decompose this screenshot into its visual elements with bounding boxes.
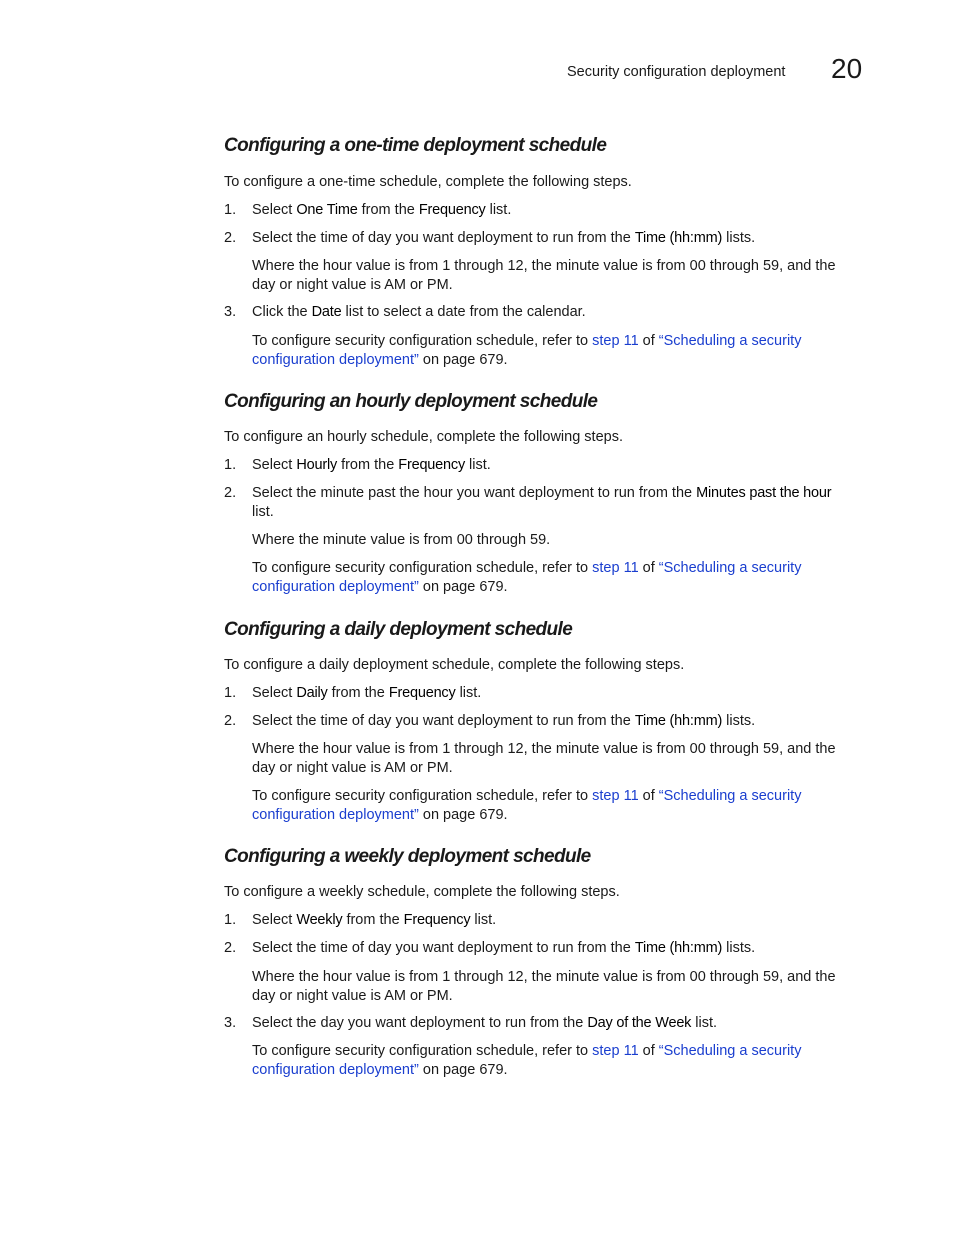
ui-term: Time (hh:mm) (634, 713, 723, 729)
step-link[interactable]: step 11 (592, 333, 639, 349)
ui-term: Minutes past the hour (696, 485, 832, 501)
ui-term: Date (311, 304, 342, 320)
text-run: Select the time of day you want deployment to run from the (252, 713, 635, 729)
text-run: list. (470, 912, 497, 928)
text-run: list. (485, 202, 512, 218)
text-run: To configure security configuration schedule, refer to (252, 1043, 593, 1059)
step-note (252, 257, 864, 295)
text-run: of (638, 788, 659, 804)
step-text (252, 456, 864, 475)
step-number: 1. (224, 457, 237, 473)
cross-reference (252, 559, 864, 597)
text-run: from the (357, 202, 419, 218)
section-heading-daily: Configuring a daily deployment schedule (224, 619, 573, 640)
text-run: on page 679. (418, 352, 508, 368)
text-run: of (638, 1043, 659, 1059)
note-line: Where the minute value is from 00 through 59. (252, 532, 551, 548)
ui-term: One Time (296, 202, 358, 218)
step-text (252, 201, 864, 220)
text-run: Select (252, 912, 297, 928)
section-link[interactable]: “Scheduling a security (658, 560, 802, 576)
text-run: Select the time of day you want deployment to run from the (252, 940, 635, 956)
step-text (252, 229, 864, 248)
section-intro: To configure a daily deployment schedule, complete the following steps. (224, 657, 685, 673)
step-number: 1. (224, 202, 237, 218)
cross-reference (252, 332, 864, 370)
section-intro: To configure a weekly schedule, complete the following steps. (224, 884, 620, 900)
step-text (252, 1014, 864, 1033)
section-link[interactable]: configuration deployment” (252, 579, 419, 595)
section-heading-weekly: Configuring a weekly deployment schedule (224, 846, 591, 867)
step-number: 1. (224, 685, 237, 701)
text-run: on page 679. (418, 1062, 508, 1078)
step-number: 3. (224, 304, 237, 320)
text-run: list. (252, 504, 274, 520)
step-note (252, 740, 864, 778)
text-run: lists. (722, 940, 756, 956)
text-run: Click the (252, 304, 312, 320)
step-number: 3. (224, 1015, 237, 1031)
note-line: Where the hour value is from 1 through 12, the minute value is from 00 through 59, and the (252, 258, 836, 274)
step-link[interactable]: step 11 (592, 560, 639, 576)
text-run: Select (252, 457, 297, 473)
step-number: 2. (224, 230, 237, 246)
section-heading-hourly: Configuring an hourly deployment schedule (224, 391, 598, 412)
text-run: Select the time of day you want deployment to run from the (252, 230, 635, 246)
section-link[interactable]: “Scheduling a security (658, 1043, 802, 1059)
note-line: day or night value is AM or PM. (252, 277, 453, 293)
note-line: Where the hour value is from 1 through 12, the minute value is from 00 through 59, and the (252, 969, 836, 985)
text-run: from the (327, 685, 389, 701)
step-note (252, 968, 864, 1006)
text-run: list. (455, 685, 482, 701)
section-intro: To configure a one-time schedule, complete the following steps. (224, 174, 632, 190)
text-run: list. (465, 457, 491, 473)
text-run: on page 679. (418, 579, 508, 595)
text-run: of (638, 333, 659, 349)
text-run: To configure security configuration schedule, refer to (252, 788, 593, 804)
text-run: on page 679. (418, 807, 508, 823)
step-number: 2. (224, 713, 237, 729)
step-text (252, 712, 864, 731)
step-text (252, 303, 864, 322)
step-number: 1. (224, 912, 237, 928)
text-run: To configure security configuration schedule, refer to (252, 333, 593, 349)
text-run: Select the day you want deployment to run from the (252, 1015, 588, 1031)
running-header-title: Security configuration deployment (567, 64, 786, 80)
cross-reference (252, 787, 864, 825)
text-run: from the (342, 912, 404, 928)
ui-term: Day of the Week (587, 1015, 692, 1031)
text-run: list. (691, 1015, 718, 1031)
ui-term: Frequency (388, 685, 456, 701)
ui-term: Frequency (403, 912, 471, 928)
note-line: day or night value is AM or PM. (252, 988, 453, 1004)
text-run: of (638, 560, 659, 576)
text-run: Select the minute past the hour you want deployment to run from the (252, 485, 697, 501)
text-run: lists. (722, 713, 756, 729)
section-link[interactable]: configuration deployment” (252, 352, 419, 368)
note-line: day or night value is AM or PM. (252, 760, 453, 776)
text-run: Select (252, 685, 297, 701)
note-line: Where the hour value is from 1 through 12, the minute value is from 00 through 59, and the (252, 741, 836, 757)
section-heading-one-time: Configuring a one-time deployment schedule (224, 135, 607, 156)
ui-term: Time (hh:mm) (634, 230, 723, 246)
ui-term: Time (hh:mm) (634, 940, 723, 956)
step-text (252, 684, 864, 703)
ui-term: Frequency (418, 202, 486, 218)
step-number: 2. (224, 940, 237, 956)
step-text (252, 939, 864, 958)
step-text (252, 911, 864, 930)
section-link[interactable]: configuration deployment” (252, 1062, 419, 1078)
ui-term: Daily (296, 685, 328, 701)
text-run: Select (252, 202, 297, 218)
text-run: lists. (722, 230, 756, 246)
text-run: list to select a date from the calendar. (341, 304, 586, 320)
step-number: 2. (224, 485, 237, 501)
section-intro: To configure an hourly schedule, complete the following steps. (224, 429, 623, 445)
step-note (252, 531, 864, 550)
section-link[interactable]: “Scheduling a security (658, 788, 802, 804)
section-link[interactable]: “Scheduling a security (658, 333, 802, 349)
step-text (252, 484, 864, 522)
section-link[interactable]: configuration deployment” (252, 807, 419, 823)
ui-term: Weekly (296, 912, 343, 928)
cross-reference (252, 1042, 864, 1080)
text-run: To configure security configuration schedule, refer to (252, 560, 593, 576)
chapter-number: 20 (831, 53, 863, 84)
ui-term: Hourly (296, 457, 338, 473)
step-link[interactable]: step 11 (592, 788, 639, 804)
ui-term: Frequency (398, 457, 466, 473)
text-run: from the (337, 457, 399, 473)
step-link[interactable]: step 11 (592, 1043, 639, 1059)
